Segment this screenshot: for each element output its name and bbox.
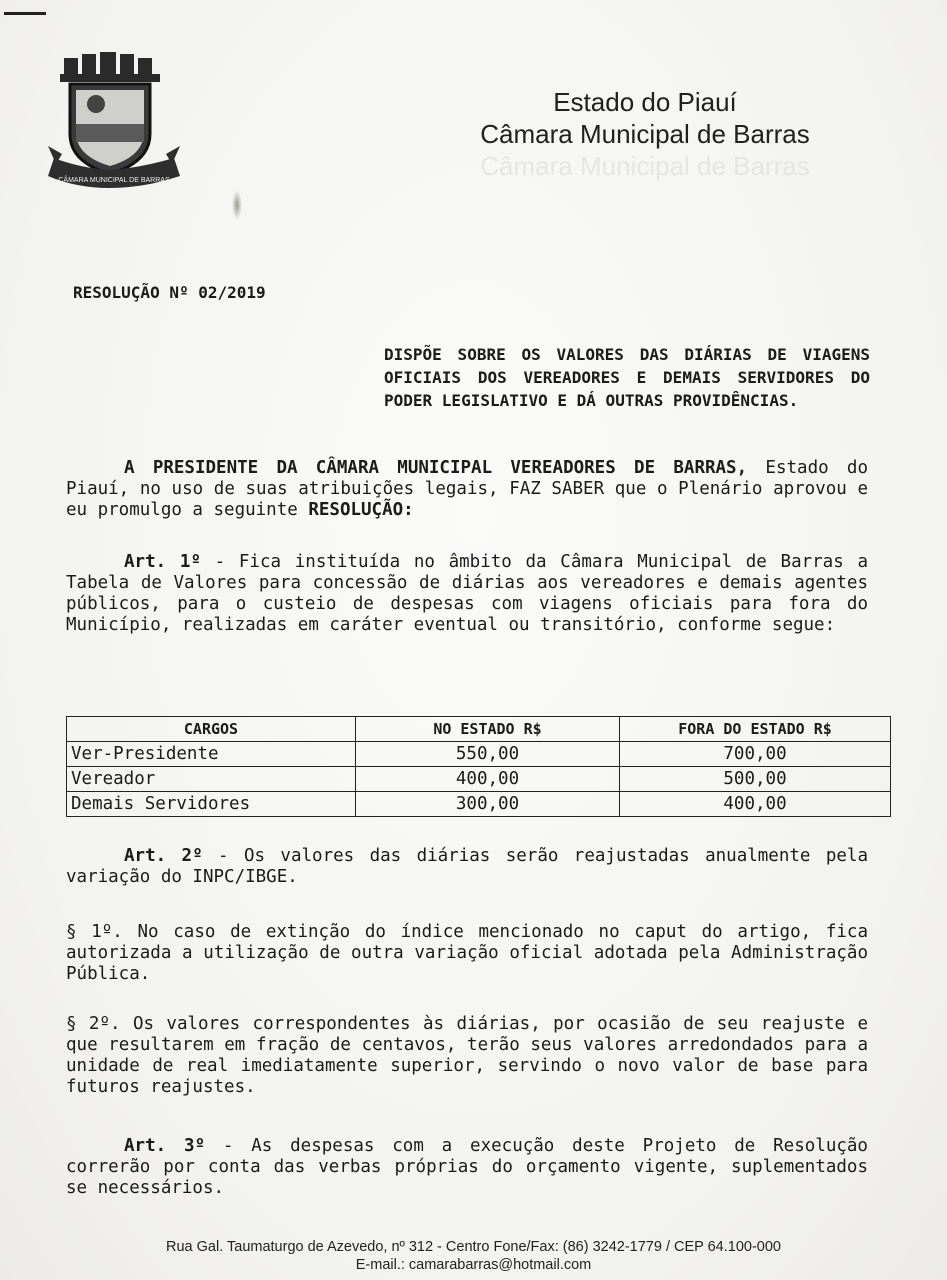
footer-email: E-mail.: camarabarras@hotmail.com [355, 1257, 592, 1273]
article-3-label: Art. 3º [124, 1136, 206, 1156]
table-row [67, 742, 891, 767]
article-1-text: - Fica instituída no âmbito da Câmara Municipal de Barras a Tabela de Valores para concessão de diárias aos vereadores e demais agentes públicos, para o custeio de despesas com viagens oficiais para fora do Município, realizadas em caráter eventual ou transitório, conforme segue: [66, 552, 868, 635]
column-header-no-estado: NO ESTADO R$ [356, 717, 620, 742]
seal-banner-text: CÂMARA MUNICIPAL DE BARRAS [58, 177, 170, 184]
cell-cargo: Demais Servidores [67, 792, 356, 817]
letterhead-chamber: Câmara Municipal de Barras [480, 119, 810, 149]
table-row [67, 792, 891, 817]
preamble-intro: A PRESIDENTE DA CÂMARA MUNICIPAL VEREADORES DE BARRAS, [124, 458, 748, 478]
article-3-text: - As despesas com a execução deste Projeto de Resolução correrão por conta das verbas próprias do orçamento vigente, suplementados se necessários. [66, 1136, 868, 1198]
preamble-paragraph [66, 458, 868, 521]
top-margin-mark [4, 12, 46, 15]
article-2 [66, 846, 868, 888]
cell-no-estado: 400,00 [356, 767, 620, 792]
cell-cargo: Ver-Presidente [67, 742, 356, 767]
municipal-coat-of-arms-icon [40, 50, 188, 192]
cell-no-estado: 300,00 [356, 792, 620, 817]
letterhead-footer [0, 1238, 947, 1274]
column-header-cargos: CARGOS [67, 717, 356, 742]
footer-address: Rua Gal. Taumaturgo de Azevedo, nº 312 - Centro Fone/Fax: (86) 3242-1779 / CEP 64.100-000 [166, 1239, 781, 1255]
letterhead-bleed-through: Câmara Municipal de Barras [480, 151, 810, 181]
article-1-label: Art. 1º [124, 552, 201, 572]
article-2-text: - Os valores das diárias serão reajustadas anualmente pela variação do INPC/IBGE. [66, 846, 868, 887]
cell-cargo: Vereador [67, 767, 356, 792]
column-header-fora-do-estado: FORA DO ESTADO R$ [620, 717, 891, 742]
preamble-text: Estado do Piauí, no uso de suas atribuições legais, FAZ SABER que o Plenário aprovou e eu promulgo a seguinte [66, 458, 868, 520]
paragraph-1: § 1º. No caso de extinção do índice mencionado no caput do artigo, fica autorizada a utilização de outra variação oficial adotada pela Administração Pública. [66, 922, 868, 984]
cell-fora-do-estado: 400,00 [620, 792, 891, 817]
article-1 [66, 552, 868, 636]
table-row [67, 767, 891, 792]
cell-fora-do-estado: 500,00 [620, 767, 891, 792]
cell-fora-do-estado: 700,00 [620, 742, 891, 767]
resolution-number: RESOLUÇÃO Nº 02/2019 [73, 283, 266, 302]
letterhead [430, 86, 860, 150]
article-3 [66, 1136, 868, 1199]
paragraph-2: § 2º. Os valores correspondentes às diárias, por ocasião de seu reajuste e que resultarem em fração de centavos, terão seus valores arredondados para a unidade de real imediatamente superior, servindo o novo valor de base para futuros reajustes. [66, 1014, 868, 1097]
resolution-ementa: DISPÕE SOBRE OS VALORES DAS DIÁRIAS DE VIAGENS OFICIAIS DOS VEREADORES E DEMAIS SERVIDORES DO PODER LEGISLATIVO E DÁ OUTRAS PROVIDÊNCIAS. [384, 345, 870, 410]
letterhead-state: Estado do Piauí [553, 87, 737, 117]
article-2-label: Art. 2º [124, 846, 203, 866]
scan-smudge [232, 190, 242, 220]
cell-no-estado: 550,00 [356, 742, 620, 767]
table-header-row [67, 717, 891, 742]
preamble-resolution-word: RESOLUÇÃO: [308, 500, 414, 520]
diarias-table [66, 716, 891, 817]
